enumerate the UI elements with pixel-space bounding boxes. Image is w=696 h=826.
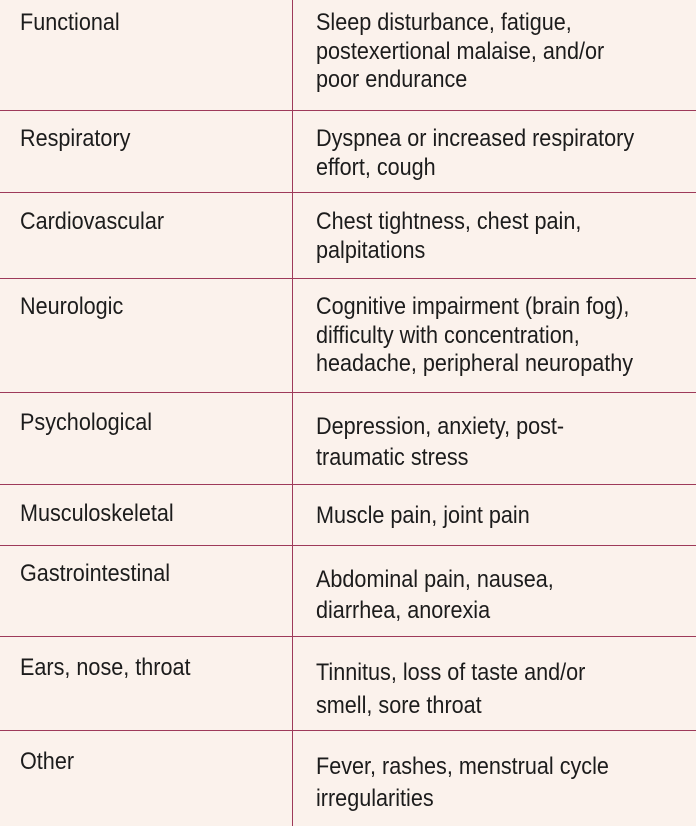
symptom-line: Sleep disturbance, fatigue, [316, 9, 572, 36]
system-cell: Other [20, 748, 75, 775]
symptoms-cell [316, 125, 685, 182]
symptom-line: postexertional malaise, and/or [316, 37, 605, 65]
system-cell: Cardiovascular [20, 208, 165, 235]
symptom-line: headache, peripheral neuropathy [316, 350, 634, 377]
symptom-line: difficulty with concentration, [316, 321, 580, 349]
table-row [0, 637, 696, 731]
symptoms-cell [316, 411, 685, 473]
symptom-line: effort, cough [316, 153, 436, 181]
symptom-line: Chest tightness, chest pain, [316, 208, 582, 235]
system-cell: Gastrointestinal [20, 560, 171, 587]
symptoms-cell [316, 293, 685, 379]
table-row [0, 731, 696, 826]
column-divider [292, 0, 293, 826]
system-cell: Respiratory [20, 125, 131, 152]
symptom-line: Fever, rashes, menstrual cycle [316, 753, 609, 780]
symptom-line: diarrhea, anorexia [316, 597, 491, 624]
symptom-line: traumatic stress [316, 444, 469, 471]
symptom-line: Abdominal pain, nausea, [316, 566, 554, 593]
symptoms-cell [316, 751, 685, 815]
symptom-line: smell, sore throat [316, 692, 482, 719]
symptom-line: Dyspnea or increased respiratory [316, 125, 635, 152]
table-row [0, 193, 696, 279]
symptom-line: poor endurance [316, 66, 468, 93]
table-row [0, 393, 696, 485]
system-cell: Musculoskeletal [20, 500, 174, 527]
symptoms-cell [316, 502, 685, 531]
symptoms-cell [316, 656, 685, 722]
symptoms-cell [316, 9, 685, 95]
system-cell: Psychological [20, 409, 153, 436]
table-row [0, 546, 696, 637]
table-row [0, 279, 696, 393]
symptom-line: palpitations [316, 236, 426, 264]
symptom-line: Depression, anxiety, post- [316, 413, 565, 440]
symptom-line: irregularities [316, 785, 434, 812]
table-row [0, 485, 696, 546]
system-cell: Ears, nose, throat [20, 654, 191, 681]
table-row [0, 0, 696, 111]
symptoms-cell [316, 208, 685, 265]
symptom-line: Tinnitus, loss of taste and/or [316, 659, 586, 686]
table-row [0, 111, 696, 193]
system-cell: Neurologic [20, 293, 124, 320]
symptom-line: Cognitive impairment (brain fog), [316, 293, 630, 320]
system-cell: Functional [20, 9, 120, 36]
symptom-line: Muscle pain, joint pain [316, 502, 530, 529]
symptoms-cell [316, 564, 685, 626]
